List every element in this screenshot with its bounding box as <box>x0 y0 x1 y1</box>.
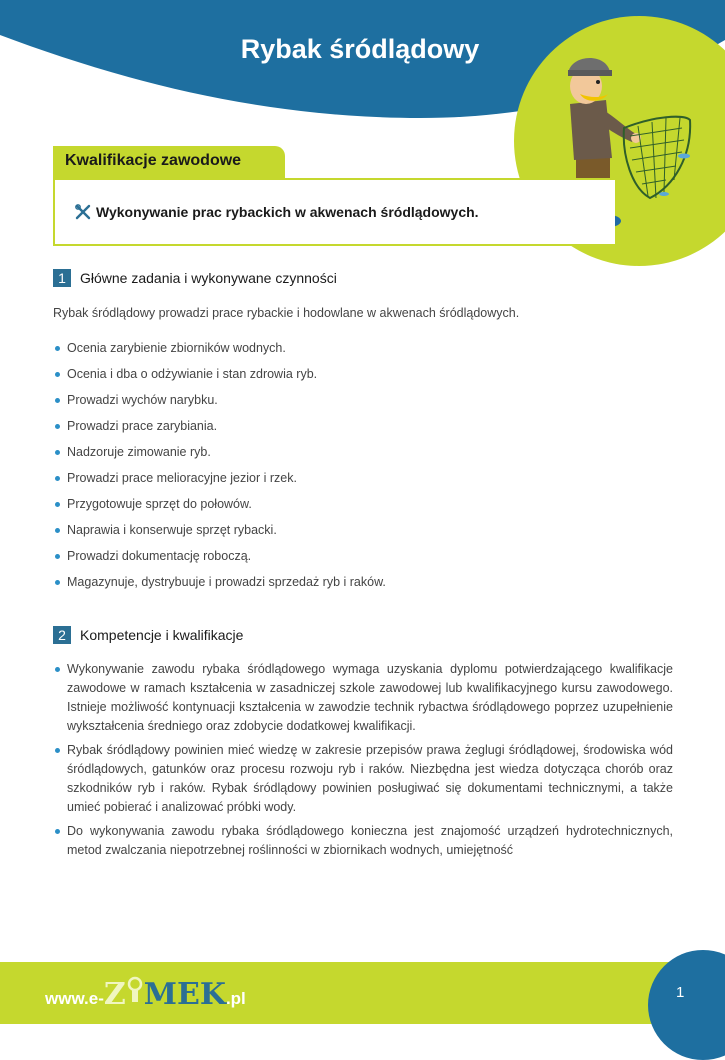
list-item: Ocenia zarybienie zbiorników wodnych. <box>53 336 673 362</box>
section-1-intro: Rybak śródlądowy prowadzi prace rybackie i hodowlane w akwenach śródlądowych. <box>53 306 520 320</box>
section-2-heading <box>53 626 243 644</box>
page-number: 1 <box>676 984 685 1001</box>
qualifications-heading: Kwalifikacje zawodowe <box>65 152 242 169</box>
list-item: Nadzoruje zimowanie ryb. <box>53 440 673 466</box>
qualification-item <box>75 204 479 220</box>
competence-list <box>53 660 673 865</box>
bullet-icon <box>55 580 60 585</box>
bullet-icon <box>55 502 60 507</box>
list-item: Prowadzi wychów narybku. <box>53 388 673 414</box>
section-title: Kompetencje i kwalifikacje <box>80 627 244 643</box>
tools-icon <box>75 204 91 220</box>
bullet-icon <box>55 424 60 429</box>
bullet-icon <box>55 476 60 481</box>
bullet-icon <box>55 748 60 753</box>
qualification-text: Wykonywanie prac rybackich w akwenach śródlądowych. <box>96 204 479 220</box>
list-item: Przygotowuje sprzęt do połowów. <box>53 492 673 518</box>
list-item: Prowadzi prace zarybiania. <box>53 414 673 440</box>
section-title: Główne zadania i wykonywane czynności <box>80 270 337 286</box>
list-item: Do wykonywania zawodu rybaka śródlądowego konieczna jest znajomość urządzeń hydrotechnicznych, metod zwalczania niepotrzebnej roślinności w zbiornikach wodnych, umiejętność <box>53 822 673 860</box>
bullet-icon <box>55 528 60 533</box>
list-item: Wykonywanie zawodu rybaka śródlądowego wymaga uzyskania dyplomu potwierdzającego kwalifikacje zawodowe w ramach kształcenia w zasadniczej szkole zawodowej lub kwalifikacyjnego kursu zawodowego. Istnieje możliwość kontynuacji kształcenia w zawodzie technik rybactwa śródlądowego poprzez uzupełnienie wykształcenia średniego oraz zdobycie dodatkowej kwalifikacji. <box>53 660 673 736</box>
qualifications-tab <box>53 146 285 178</box>
bullet-icon <box>55 554 60 559</box>
bullet-icon <box>55 398 60 403</box>
page-title: Rybak śródlądowy <box>240 34 480 64</box>
list-item: Ocenia i dba o odżywianie i stan zdrowia ryb. <box>53 362 673 388</box>
list-item: Naprawia i konserwuje sprzęt rybacki. <box>53 518 673 544</box>
footer-bar <box>0 962 725 1024</box>
bullet-icon <box>55 667 60 672</box>
task-list <box>53 336 673 596</box>
site-logo[interactable]: www.e- Z MEK .pl <box>45 977 246 1012</box>
section-number-badge: 1 <box>53 269 71 287</box>
qualifications-box <box>53 178 615 246</box>
section-number-badge: 2 <box>53 626 71 644</box>
bullet-icon <box>55 450 60 455</box>
keyhole-icon <box>127 976 143 1004</box>
list-item: Magazynuje, dystrybuuje i prowadzi sprzedaż ryb i raków. <box>53 570 673 596</box>
list-item: Prowadzi prace melioracyjne jezior i rzek. <box>53 466 673 492</box>
list-item: Rybak śródlądowy powinien mieć wiedzę w zakresie przepisów prawa żeglugi śródlądowej, środowiska wód śródlądowych, gatunków oraz procesu rozwoju ryb i raków. Niezbędna jest wiedza dotycząca chorób oraz szkodników ryb i raków. Rybak śródlądowy powinien posługiwać się dokumentami technicznymi, a także umieć pobierać i analizować próbki wody. <box>53 741 673 817</box>
bullet-icon <box>55 829 60 834</box>
bullet-icon <box>55 372 60 377</box>
bullet-icon <box>55 346 60 351</box>
list-item: Prowadzi dokumentację roboczą. <box>53 544 673 570</box>
section-1-heading <box>53 269 337 287</box>
